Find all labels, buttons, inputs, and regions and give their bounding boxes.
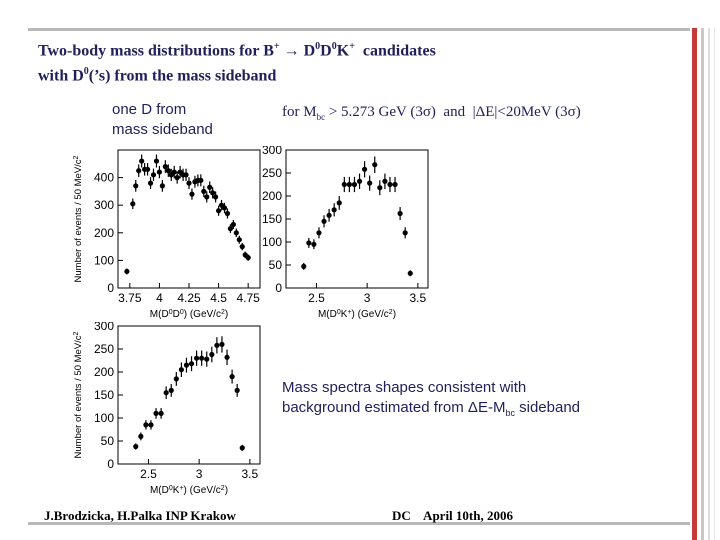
plot-d0k-mass-bottom — [66, 322, 276, 502]
data-point — [169, 388, 174, 393]
y-tick-label: 300 — [261, 146, 282, 157]
y-tick-label: 0 — [107, 457, 114, 471]
data-point — [164, 390, 169, 395]
data-point — [306, 240, 311, 245]
x-tick-label: 3.75 — [118, 291, 142, 305]
plot-d0d0-mass — [66, 146, 266, 326]
y-tick-label: 0 — [107, 281, 114, 295]
x-tick-label: 3.5 — [241, 467, 259, 481]
x-tick-label: 3 — [363, 291, 371, 305]
title-text: K — [336, 42, 350, 60]
conclusion-line-2 — [282, 398, 580, 423]
data-point — [240, 445, 245, 450]
data-point — [148, 422, 153, 427]
x-axis-label: $M(D^0K^+)$ $(GeV/c^2)$ — [317, 308, 397, 320]
data-point — [201, 189, 206, 194]
y-tick-label: 300 — [93, 198, 114, 213]
data-point — [157, 169, 162, 174]
selection-cut-text — [282, 104, 581, 122]
y-tick-label: 400 — [93, 170, 114, 185]
data-point — [145, 167, 150, 172]
conclusion-text — [282, 378, 580, 423]
y-tick-label: 200 — [93, 225, 114, 240]
y-tick-label: 150 — [261, 212, 282, 226]
y-axis-label: Number of events / 50 MeV/$c^2$ — [72, 331, 84, 459]
data-point — [148, 181, 153, 186]
conclusion-text-part: background estimated from ΔE-M — [282, 399, 506, 416]
decorative-bars — [690, 28, 720, 540]
data-point — [225, 211, 230, 216]
data-point — [213, 194, 218, 199]
title-line-1 — [38, 36, 678, 61]
data-point — [392, 182, 397, 187]
title-text: (’s) from the mass sideband — [88, 67, 277, 85]
sideband-note-line-2: mass sideband — [112, 121, 213, 138]
data-point — [194, 356, 199, 361]
y-tick-label: 150 — [93, 388, 114, 402]
title-text: Two-body mass distributions for B — [38, 42, 274, 60]
data-point — [235, 388, 240, 393]
y-tick-label: 100 — [93, 253, 114, 268]
frame-top-line — [28, 28, 690, 31]
data-point — [143, 422, 148, 427]
data-point — [352, 182, 357, 187]
y-tick-label: 300 — [93, 322, 114, 333]
data-point — [204, 194, 209, 199]
data-point — [342, 182, 347, 187]
data-point — [219, 342, 224, 347]
cut-text: for M — [282, 104, 317, 120]
title-line-2 — [38, 61, 678, 86]
x-axis-label: $M(D^0K^+)$ $(GeV/c^2)$ — [149, 484, 229, 496]
x-tick-label: 4.5 — [210, 291, 227, 305]
data-point — [183, 172, 188, 177]
plot-d0k-mass-top — [252, 146, 442, 326]
data-point — [224, 355, 229, 360]
data-point — [153, 411, 158, 416]
data-point — [234, 230, 239, 235]
footer-date: DC April 10th, 2006 — [392, 508, 513, 523]
conclusion-text-part: sideband — [514, 399, 581, 416]
title-sup: + — [349, 41, 355, 52]
data-point — [357, 179, 362, 184]
data-point — [189, 361, 194, 366]
data-point — [138, 434, 143, 439]
title-text: D — [320, 42, 332, 60]
data-point — [124, 269, 129, 274]
y-tick-label: 50 — [268, 258, 282, 272]
data-point — [377, 185, 382, 190]
data-point — [189, 192, 194, 197]
data-point — [387, 182, 392, 187]
title-text: with D — [38, 67, 84, 85]
data-point — [403, 230, 408, 235]
data-point — [240, 244, 245, 249]
x-tick-label: 4.25 — [177, 291, 201, 305]
data-point — [204, 357, 209, 362]
x-axis-label: $M(D^0D^0)$ $(GeV/c^2)$ — [149, 308, 229, 320]
data-point — [159, 411, 164, 416]
conclusion-sub: bc — [505, 408, 515, 418]
data-point — [174, 376, 179, 381]
data-point — [133, 183, 138, 188]
data-point — [154, 158, 159, 163]
data-point — [198, 178, 203, 183]
plot-frame — [286, 150, 428, 288]
data-point — [130, 201, 135, 206]
plot-frame — [118, 326, 260, 464]
y-tick-label: 250 — [93, 342, 114, 356]
cut-text: > 5.273 GeV (3σ) and |ΔE|<20MeV (3σ) — [325, 104, 581, 120]
x-tick-label: 3.5 — [409, 291, 427, 305]
title-sup: + — [273, 41, 280, 52]
y-tick-label: 250 — [261, 166, 282, 180]
data-point — [175, 175, 180, 180]
sideband-note — [112, 100, 213, 140]
data-point — [151, 172, 156, 177]
data-point — [230, 374, 235, 379]
data-point — [367, 181, 372, 186]
data-point — [214, 343, 219, 348]
sideband-note-line-1: one D from — [112, 101, 187, 118]
title-sup: 0 — [331, 41, 337, 52]
data-point — [186, 181, 191, 186]
data-point — [408, 271, 413, 276]
data-point — [139, 158, 144, 163]
x-tick-label: 4 — [156, 291, 163, 305]
data-point — [301, 264, 306, 269]
x-tick-label: 2.5 — [140, 467, 157, 481]
data-point — [184, 363, 189, 368]
data-point — [362, 167, 367, 172]
y-tick-label: 200 — [261, 189, 282, 203]
data-point — [316, 230, 321, 235]
data-point — [207, 185, 212, 190]
conclusion-line-1: Mass spectra shapes consistent with — [282, 379, 527, 396]
y-tick-label: 0 — [275, 281, 282, 295]
data-point — [321, 219, 326, 224]
x-tick-label: 2.5 — [308, 291, 325, 305]
data-point — [179, 367, 184, 372]
x-tick-label: 3 — [195, 467, 203, 481]
data-point — [199, 356, 204, 361]
data-point — [398, 211, 403, 216]
data-point — [327, 213, 332, 218]
data-point — [311, 242, 316, 247]
y-tick-label: 50 — [100, 434, 114, 448]
y-tick-label: 100 — [93, 411, 114, 425]
title-text: candidates — [354, 42, 436, 60]
data-point — [237, 237, 242, 242]
title-sup: 0 — [83, 66, 89, 78]
slide-title — [38, 36, 678, 87]
title-text: → D — [279, 42, 316, 60]
data-point — [372, 162, 377, 167]
data-point — [133, 444, 138, 449]
data-point — [337, 200, 342, 205]
footer-authors: J.Brodzicka, H.Palka INP Krakow — [44, 508, 236, 523]
data-point — [246, 255, 251, 260]
data-point — [222, 205, 227, 210]
data-point — [216, 208, 221, 213]
y-tick-label: 200 — [93, 365, 114, 379]
title-sup: 0 — [315, 41, 321, 52]
data-point — [382, 179, 387, 184]
data-point — [231, 222, 236, 227]
x-tick-label: 4.75 — [236, 291, 260, 305]
data-point — [332, 207, 337, 212]
data-point — [172, 169, 177, 174]
cut-sub: bc — [316, 112, 326, 122]
data-point — [136, 168, 141, 173]
data-point — [347, 182, 352, 187]
y-axis-label: Number of events / 50 MeV/$c^2$ — [72, 155, 84, 283]
data-point — [209, 352, 214, 357]
data-point — [160, 183, 165, 188]
y-tick-label: 100 — [261, 235, 282, 249]
